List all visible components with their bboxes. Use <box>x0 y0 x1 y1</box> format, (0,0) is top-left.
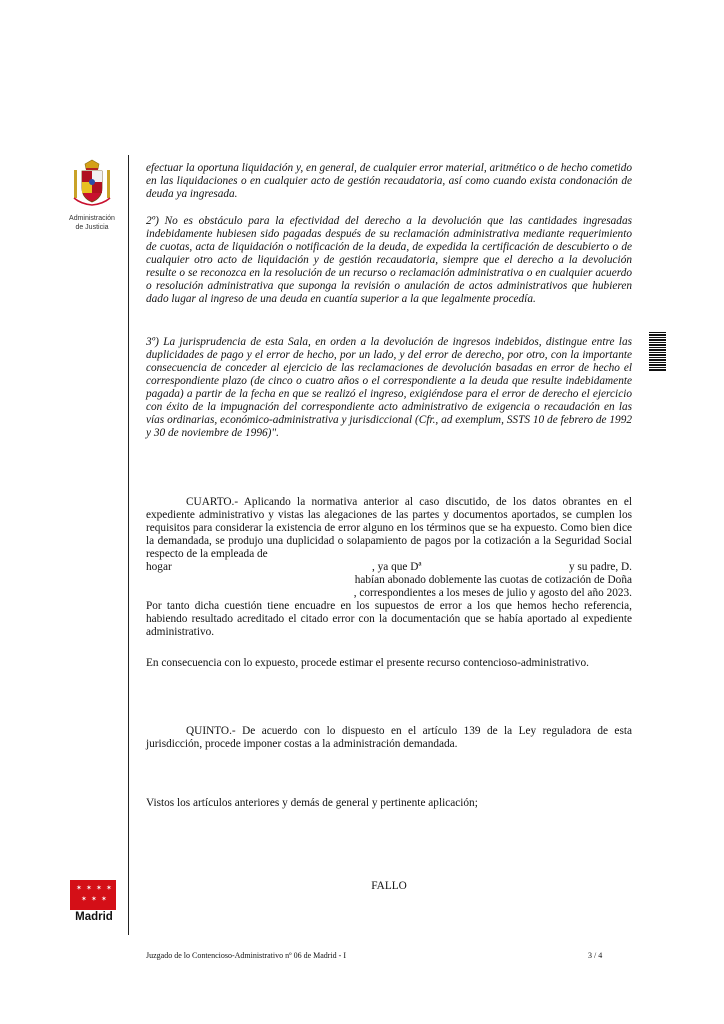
hogar-word: hogar <box>146 561 172 573</box>
justice-caption-line1: Administración <box>69 215 115 222</box>
paragraph-3: 3º) La jurisprudencia de esta Sala, en orden a la devolución de ingresos indebidos, distingue entre las duplicidades de pago y el error de hecho, por un lado, y del error de derecho, por otro, con la importante consecuencia de conceder al ejercicio de las reclamaciones de devolución basadas en error de hecho el correspondiente plazo (de cinco o cuatro años o el correspondiente a la deuda que resulte indebidamente pagada) a partir de la fecha en que se realizó el ingreso, exigiéndose para el error de derecho el ejercicio con éxito de la impugnación del correspondiente acto administrativo de exigencia o recaudación en las vías ordinarias, económico-administrativa y jurisdiccional (Cfr., ad exemplum, SSTS 10 de febrero de 1992 y 30 de noviembre de 1996)". <box>146 336 632 439</box>
paragraph-5: En consecuencia con lo expuesto, procede estimar el presente recurso contencioso-administrativo. <box>146 657 589 669</box>
cuarto-conclusion: Por tanto dicha cuestión tiene encuadre en los supuestos de error a los que hemos hecho referencia, habiendo resultado acreditado el citado error con la documentación que se había aportado al expediente administrativo. <box>146 600 632 638</box>
quinto-text: QUINTO.- De acuerdo con lo dispuesto en el artículo 139 de la Ley reguladora de esta jurisdicción, procede imponer costas a la administración demandada. <box>146 725 632 750</box>
justice-logo <box>62 158 122 232</box>
madrid-flag-icon: ✶ ✶ ✶ ✶ ✶ ✶ ✶ <box>70 880 116 910</box>
margin-rule <box>128 155 129 935</box>
ya-que-text: , ya que Dª <box>372 561 422 573</box>
justice-caption-line2: de Justicia <box>75 223 109 231</box>
madrid-logo <box>70 880 118 923</box>
cuarto-text: CUARTO.- Aplicando la normativa anterior al caso discutido, de los datos obrantes en el expediente administrativo y vistas las alegaciones de las partes y documentos aportados, se cumplen los requisitos para considerar la existencia de error alguno en los términos que se ha expuesto. Como bien dice la demandada, se produjo una duplicidad o solapamiento de pagos por la cotización a la Seguridad Social respecto de la empleada de <box>146 496 632 560</box>
padre-text: y su padre, D. <box>568 561 632 573</box>
paragraph-6 <box>146 725 632 751</box>
habian-line <box>146 574 632 587</box>
footer-court: Juzgado de lo Contencioso-Administrativo nº 06 de Madrid - I <box>146 951 346 960</box>
correspondientes-text: , correspondientes a los meses de julio y agosto del año 2023. <box>353 587 632 599</box>
hogar-line <box>146 561 632 574</box>
barcode <box>649 332 666 372</box>
paragraph-1: efectuar la oportuna liquidación y, en general, de cualquier error material, aritmético o de hecho cometido en las liquidaciones o en cualquier acto de gestión recaudatoria, así como cuando exista condonación de deuda ya ingresada. <box>146 162 632 200</box>
footer-page-number: 3 / 4 <box>588 951 603 960</box>
paragraph-2: 2º) No es obstáculo para la efectividad del derecho a la devolución que las cantidades ingresadas indebidamente hubiesen sido pagadas después de su reclamación administrativa mediante requerimiento de cuotas, acta de liquidación o notificación de la deuda, de expedida la certificación de descubierto o de cualquier otro acto de liquidación y de gestión recaudatoria, siempre que el derecho a la devolución resulte o se reconozca en la resolución de un recurso o reclamación administrativa o en cualquier acuerdo o resolución administrativa que suponga la revisión o anulación de actos administrativos que hubieren dado lugar al ingreso de una deuda en cuantía superior a la que legalmente procedía. <box>146 215 632 305</box>
coat-of-arms-icon <box>71 158 113 208</box>
habian-text: habían abonado doblemente las cuotas de cotización de Doña <box>354 574 632 586</box>
fallo-heading: FALLO <box>371 880 407 892</box>
paragraph-4 <box>146 496 632 639</box>
corresp-line <box>146 587 632 600</box>
madrid-name: Madrid <box>75 911 113 923</box>
paragraph-7: Vistos los artículos anteriores y demás de general y pertinente aplicación; <box>146 797 478 809</box>
